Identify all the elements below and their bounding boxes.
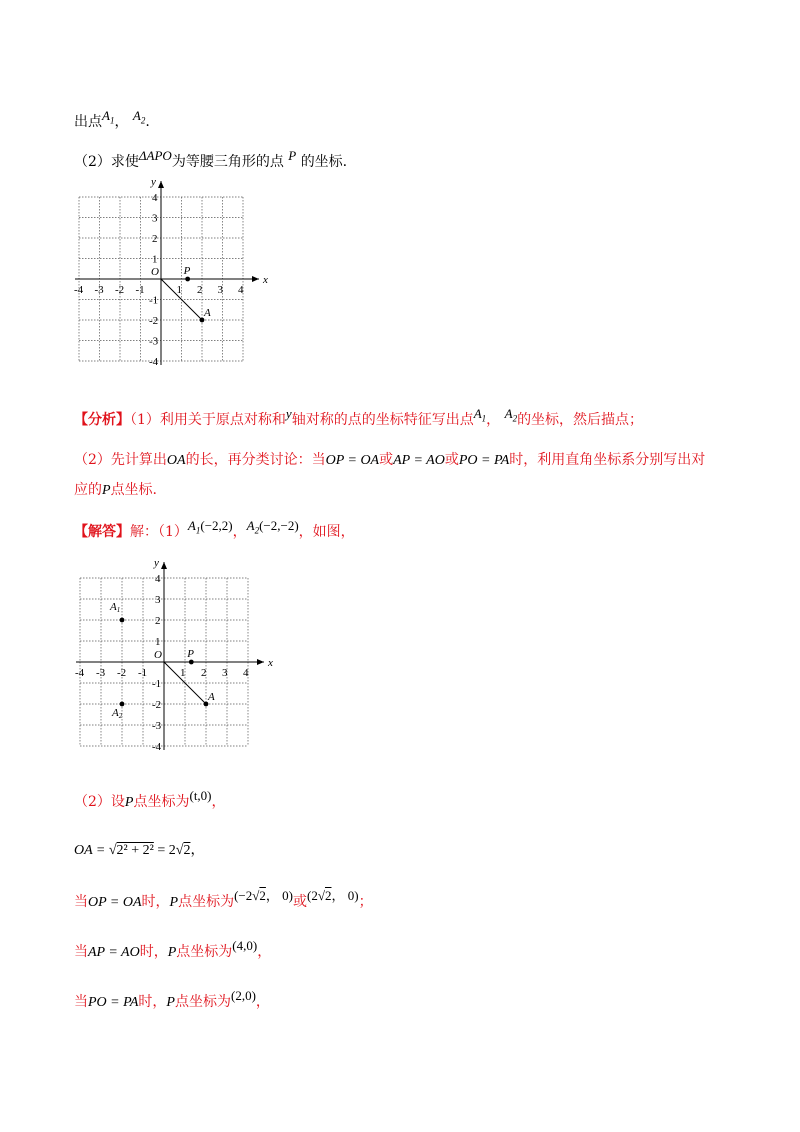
sol3-c1a: (−2 <box>234 888 253 903</box>
x-tick-label: -2 <box>117 667 127 679</box>
y-tick-label: -4 <box>152 741 162 753</box>
analysis3-p: P <box>102 483 111 498</box>
a2-sub: 2 <box>140 115 146 126</box>
point-a1 <box>120 618 125 623</box>
sol3-t2: 时， <box>141 894 170 910</box>
analysis1-t2: 轴对称的点的坐标特征写出点 <box>291 412 474 428</box>
analysis1-a2-sub: 2 <box>512 413 518 424</box>
x-tick-label: 4 <box>243 667 249 679</box>
solution-line-2: OA = √2² + 2² = 2√2， <box>74 842 205 858</box>
sep: ， <box>114 114 129 130</box>
sol3-p: P <box>169 895 179 910</box>
y-tick-label: -3 <box>152 720 162 732</box>
sol3-c1b: ， 0) <box>265 888 293 903</box>
analysis2-e1: OP = OA <box>325 453 380 468</box>
point-p <box>189 660 194 665</box>
analysis-line-2 <box>74 450 705 471</box>
answer-a1-sub: 1 <box>195 525 201 536</box>
solution-line-4 <box>74 938 272 963</box>
sol4-end: ， <box>257 944 272 960</box>
sol1-t2: 点坐标为 <box>133 794 190 810</box>
solution-line-5 <box>74 988 270 1013</box>
sol5-t3: 点坐标为 <box>174 994 231 1010</box>
x-tick-label: 4 <box>238 284 244 296</box>
analysis2-e2: AP = AO <box>393 453 445 468</box>
analysis1-a2: A <box>504 406 513 421</box>
sol5-t2: 时， <box>138 994 167 1010</box>
coordinate-graph-1 <box>66 172 276 372</box>
y-tick-label: -1 <box>152 678 162 690</box>
sol3-c1r: 2 <box>259 888 266 903</box>
y-tick-label: 3 <box>155 594 161 606</box>
x-tick-label: 2 <box>197 284 203 296</box>
point-label-a2: A2 <box>112 707 123 720</box>
sol4-t2: 时， <box>139 944 168 960</box>
point-label-a: A <box>204 307 211 319</box>
y-axis-arrow-icon <box>158 181 164 188</box>
question-2 <box>74 148 348 172</box>
x-tick-label: -3 <box>94 284 104 296</box>
x-tick-label: 1 <box>176 284 182 296</box>
x-tick-label: 3 <box>222 667 228 679</box>
analysis1-a1-sub: 1 <box>481 413 487 424</box>
point-label-p: P <box>187 648 195 660</box>
coordinate-graph-2 <box>66 552 281 757</box>
x-axis-label: x <box>263 274 268 286</box>
point-label-a: A <box>208 691 215 703</box>
sol3-t3: 点坐标为 <box>178 894 235 910</box>
x-tick-label: -4 <box>75 667 85 679</box>
sol5-eq: PO = PA <box>88 995 139 1010</box>
q2-triangle: ΔAPO <box>138 148 172 163</box>
analysis-line-1 <box>74 406 644 435</box>
analysis2-or1: 或 <box>379 452 394 468</box>
y-tick-label: 3 <box>152 212 158 225</box>
analysis2-e3: PO = PA <box>458 453 510 468</box>
sol1-p: P <box>124 795 134 810</box>
sol3-c2r: 2 <box>324 888 332 903</box>
analysis1-sep: ， <box>486 412 501 428</box>
point-label-sub: 1 <box>116 606 121 614</box>
sol5-end: ， <box>255 994 270 1010</box>
sol2-eq: = 2 <box>153 843 176 858</box>
sol3-or: 或 <box>293 894 307 910</box>
x-tick-label: 3 <box>217 284 223 296</box>
x-tick-label: -1 <box>135 284 145 296</box>
y-tick-label: 1 <box>155 636 161 648</box>
sol2-end: ， <box>190 842 205 858</box>
sol2-lhs: OA = <box>74 843 109 858</box>
answer-c1: (−2,2) <box>200 518 233 533</box>
sol4-coord: (4,0) <box>232 938 258 953</box>
y-tick-label: -4 <box>149 356 159 368</box>
sol3-t1: 当 <box>74 894 88 910</box>
analysis3-t2: 点坐标. <box>110 482 158 498</box>
y-tick-label: 4 <box>155 573 161 585</box>
sol1-t1: （2）设 <box>74 794 125 810</box>
y-axis-label: y <box>154 557 159 569</box>
sol5-p: P <box>166 995 175 1010</box>
prefix: 出点 <box>74 114 102 130</box>
y-tick-label: -1 <box>149 294 159 307</box>
y-tick-label: 2 <box>152 233 158 245</box>
a1-sub: 1 <box>109 115 115 126</box>
sol3-c2b: ， 0) <box>331 888 359 903</box>
analysis1-t1: （1）利用关于原点对称和 <box>130 412 286 428</box>
solution-line-3: 当OP = OA时，P点坐标为(−2√2， 0)或(2√2， 0)； <box>74 888 373 910</box>
analysis-line-3 <box>74 480 157 501</box>
sol1-end: ， <box>211 794 226 810</box>
analysis2-t2: 的长，再分类讨论：当 <box>185 452 326 468</box>
sol4-p: P <box>167 945 177 960</box>
sol3-eq: OP = OA <box>88 895 142 910</box>
analysis2-oa: OA <box>166 453 186 468</box>
x-tick-label: -3 <box>96 667 106 679</box>
y-tick-label: -2 <box>149 315 159 327</box>
x-axis-label: x <box>268 657 273 669</box>
answer-line <box>74 518 355 547</box>
sol2-root: 2² + 2² <box>116 843 154 858</box>
analysis-tag: 【分析】 <box>74 412 130 428</box>
sol5-coord: (2,0) <box>230 988 256 1003</box>
a1: A <box>102 108 110 123</box>
end: . <box>145 114 150 130</box>
point-label-a1: A1 <box>110 601 121 614</box>
sol3-c2a: (2 <box>307 888 318 903</box>
answer-a2: A <box>246 518 255 533</box>
x-tick-label: 1 <box>180 667 186 679</box>
text-line-points <box>74 108 150 137</box>
sol1-coord: (t,0) <box>189 788 212 803</box>
q2-mid: 为等腰三角形的点 <box>171 154 284 170</box>
answer-sep: ， <box>232 524 247 540</box>
x-tick-label: -2 <box>115 284 125 296</box>
answer-c2: (−2,−2) <box>259 518 299 533</box>
point-p <box>185 277 190 282</box>
analysis2-or2: 或 <box>444 452 459 468</box>
answer-t2: ，如图， <box>298 524 355 540</box>
analysis1-a1: A <box>473 406 482 421</box>
sol4-t1: 当 <box>74 944 88 960</box>
x-tick-label: -4 <box>74 284 84 296</box>
q2-pre: （2）求使 <box>74 154 139 170</box>
point-label-sub: 2 <box>118 712 123 720</box>
y-axis-label: y <box>151 176 156 188</box>
x-tick-label: 2 <box>201 667 207 679</box>
answer-t1: 解：（1） <box>130 524 188 540</box>
answer-a1: A <box>187 518 196 533</box>
analysis3-t1: 应的 <box>74 482 102 498</box>
origin-label: O <box>154 649 162 661</box>
y-tick-label: 4 <box>152 192 158 204</box>
q2-p: P <box>288 148 297 163</box>
sol2-r2: 2 <box>183 843 191 858</box>
sol4-t3: 点坐标为 <box>176 944 233 960</box>
point-a2 <box>120 702 125 707</box>
solution-line-1 <box>74 788 226 813</box>
x-axis-arrow-icon <box>257 659 264 665</box>
q2-post: 的坐标. <box>300 154 348 170</box>
analysis1-t3: 的坐标，然后描点； <box>517 412 644 428</box>
answer-tag: 【解答】 <box>74 524 130 540</box>
analysis2-t1: （2）先计算出 <box>74 452 167 468</box>
origin-label: O <box>151 266 159 278</box>
sol5-t1: 当 <box>74 994 88 1010</box>
x-tick-label: -1 <box>138 667 148 679</box>
analysis2-t3: 时，利用直角坐标系分别写出对 <box>509 452 706 468</box>
y-axis-arrow-icon <box>161 562 167 569</box>
point-label-p: P <box>183 265 191 277</box>
a2: A <box>132 108 141 123</box>
y-tick-label: 1 <box>152 253 158 266</box>
y-tick-label: -3 <box>149 335 159 348</box>
x-axis-arrow-icon <box>252 276 259 282</box>
sol3-end: ； <box>358 894 373 910</box>
analysis1-y: y <box>285 406 292 421</box>
y-tick-label: -2 <box>152 699 162 711</box>
sol4-eq: AP = AO <box>88 945 140 960</box>
y-tick-label: 2 <box>155 615 161 627</box>
answer-a2-sub: 2 <box>254 525 260 536</box>
